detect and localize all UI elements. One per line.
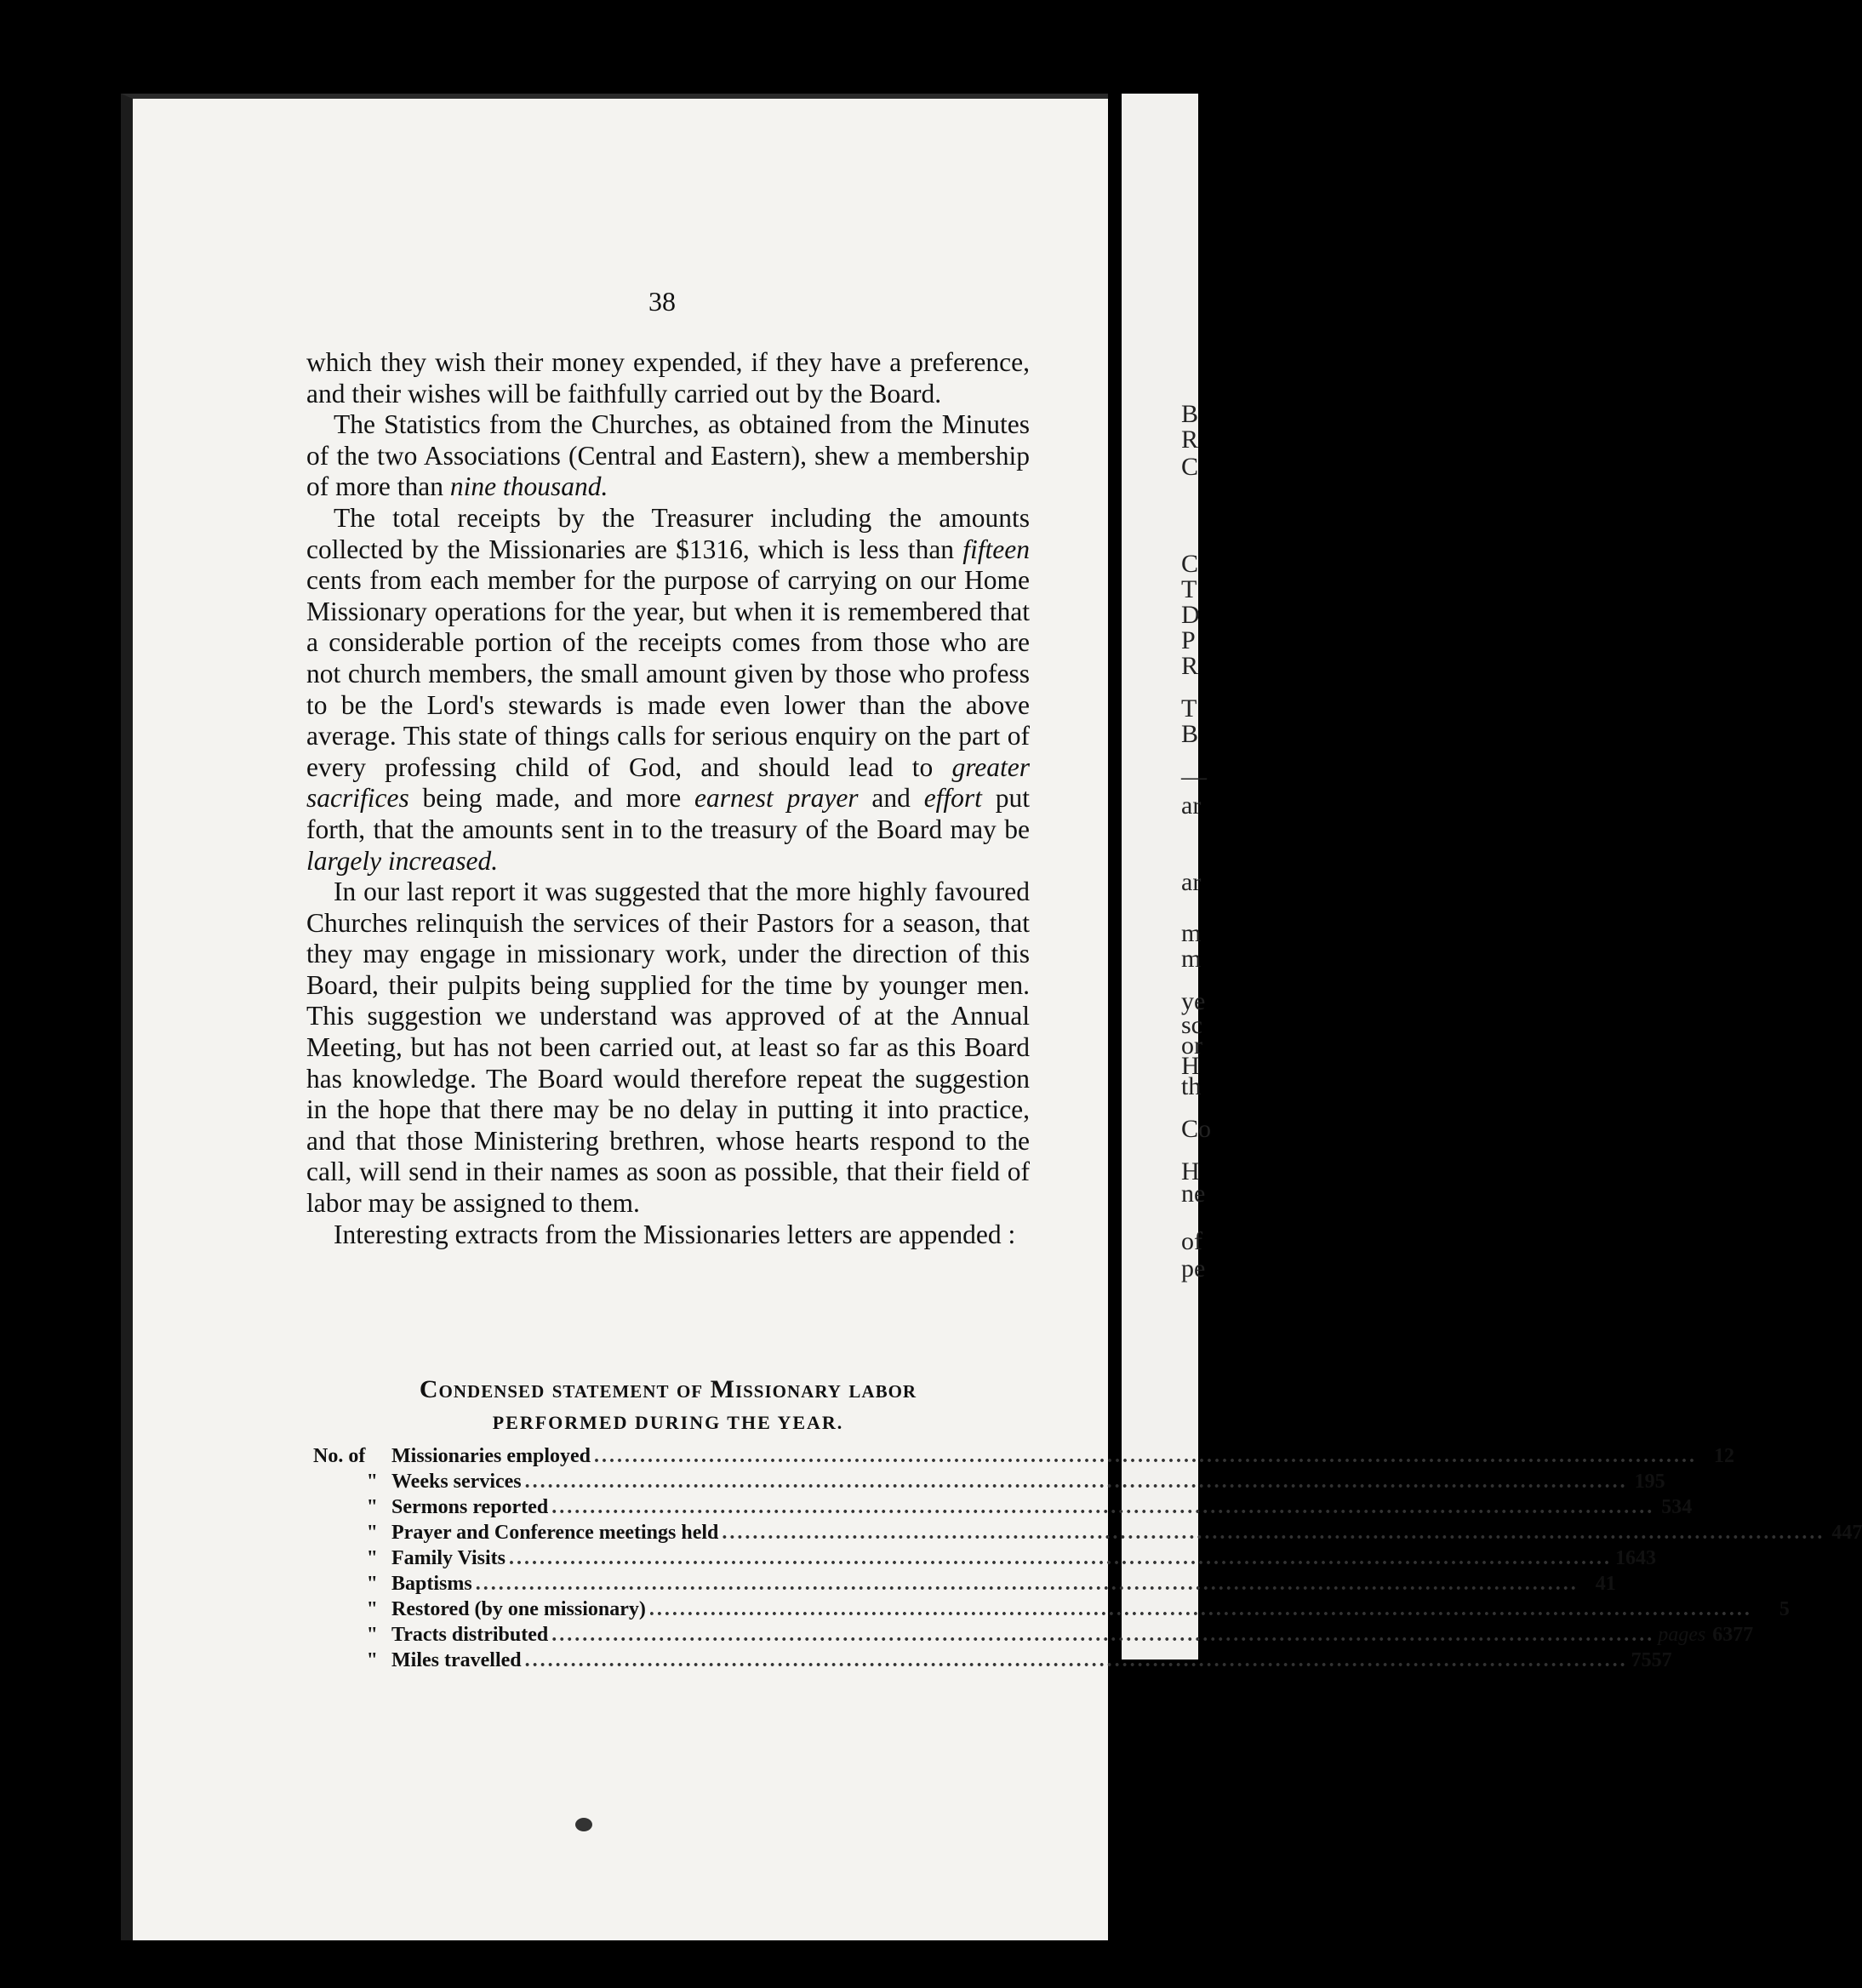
facing-page-fragment: B [1181,400,1199,428]
row-label: Sermons reported [391,1496,549,1518]
paragraph-text: The total receipts by the Treasurer including the amounts collected by the Missionaries are $1316, which is less than [306,502,1030,564]
row-prefix: " [366,1522,378,1544]
facing-page-fragment: of [1181,1227,1202,1255]
paragraph [306,503,1030,877]
emphasis-text: greater sacrifices [306,751,1030,814]
row-prefix: " [366,1598,378,1620]
row-value: 195 [1634,1471,1665,1493]
paragraph-text: which they wish their money expended, if they have a preference, and their wishes will be faithfully carried out by the Board. [306,347,1030,408]
row-label: Missionaries employed [391,1445,591,1467]
dot-leader [594,1443,1697,1469]
paragraph-text: Interesting extracts from the Missionaries letters are appended : [334,1219,1016,1249]
row-label: Baptisms [391,1573,472,1595]
facing-page-fragment: m [1181,919,1202,947]
facing-page-fragment: m [1181,945,1202,973]
paragraph [306,1220,1030,1251]
row-value: 41 [1595,1573,1616,1595]
facing-page-fragment: Co [1181,1115,1212,1143]
statement-row [313,1597,1790,1622]
emphasis-text: earnest prayer [694,783,859,814]
row-prefix: " [366,1573,378,1595]
dot-leader [525,1648,1628,1673]
facing-page-edge [1122,94,1212,1660]
paragraph [306,409,1030,503]
facing-page-fragment: ar [1181,791,1202,820]
statement-row [313,1443,1734,1469]
row-value: 447 [1831,1522,1862,1544]
dot-leader [649,1597,1752,1622]
row-label: Restored (by one missionary) [391,1598,646,1620]
statement-row [313,1469,1665,1494]
statement-subtitle: PERFORMED DURING THE YEAR. [492,1412,844,1433]
statement-row [313,1571,1616,1597]
paragraph-text: being made, and more [408,783,695,814]
row-prefix: " [366,1471,378,1493]
row-prefix: " [366,1496,378,1518]
paragraph-text: The Statistics from the Churches, as obtained from the Minutes of the two Associations (Central and Eastern), shew a membership of more than [306,409,1030,502]
dot-leader [476,1571,1579,1597]
facing-page-fragment: H [1181,1052,1200,1080]
facing-page-fragment: B [1181,720,1199,748]
statement-row [313,1622,1754,1648]
emphasis-text: fifteen [962,534,1030,564]
dot-leader [509,1545,1612,1571]
emphasis-text: effort [923,783,982,814]
row-value: 1643 [1615,1547,1657,1569]
facing-page-fragment: H [1181,1157,1200,1185]
facing-page-fragment: P [1181,626,1196,654]
statement-row [313,1545,1657,1571]
facing-page-fragment: T [1181,575,1197,603]
facing-page-fragment: T [1181,694,1197,723]
dot-leader [722,1520,1825,1545]
paragraph-text: In our last report it was suggested that the more highly favoured Churches relinquish the services of their Pastors for a season, that they may engage in missionary work, under the direction of this Board, their pulpits being supplied for the time by younger men. This suggestion we understand was approved of at the Annual Meeting, but has not been carried out, at least so far as this Board has knowledge. The Board would therefore repeat the suggestion in the hope that there may be no delay in putting it into practice, and that those Ministering brethren, whose hearts respond to the call, will send in their names as soon as possible, that their field of labor may be assigned to them. [306,877,1030,1219]
facing-page-fragment: C [1181,453,1199,481]
row-value: 7557 [1631,1649,1672,1671]
paragraph [306,347,1030,409]
row-label: Prayer and Conference meetings held [391,1522,719,1544]
row-prefix: " [366,1624,378,1646]
facing-page-fragment: th [1181,1072,1202,1100]
facing-page-fragment: R [1181,426,1199,454]
paragraph-text: put forth, that the amounts sent in to the treasury of the Board may be [306,783,1030,844]
facing-page-fragment: ar [1181,868,1202,896]
body-text [306,347,1030,1250]
dot-leader [525,1469,1628,1494]
row-label: Tracts distributed [391,1624,549,1646]
row-value: 6377 [1712,1624,1754,1646]
facing-page-fragment: or [1181,1031,1202,1060]
row-label: Family Visits [391,1547,506,1569]
paragraph-text: and [858,783,924,814]
row-unit: pages [1658,1624,1706,1646]
facing-page-fragment: C [1181,550,1199,578]
row-label: Weeks services [391,1471,522,1493]
statement-row [313,1648,1672,1673]
statement-row [313,1494,1693,1520]
emphasis-text: largely increased. [306,845,499,876]
dot-leader [551,1494,1654,1520]
paragraph-text: cents from each member for the purpose of carrying on our Home Missionary operations for the year, but when it is remembered that a considerable portion of the receipts comes from those who are not church members, the small amount given by those who profess to be the Lord's stewards is made even lower than the above average. This state of things calls for serious enquiry on the part of every professing child of God, and should lead to [306,565,1030,782]
dot-leader [551,1622,1654,1648]
facing-page-fragment: pe [1181,1254,1206,1282]
statement-row [313,1520,1862,1545]
statement-table [313,1443,1862,1673]
row-value: 5 [1779,1598,1790,1620]
row-value: 534 [1661,1496,1693,1518]
facing-page-fragment: R [1181,652,1199,680]
emphasis-text: nine thousand. [449,471,608,502]
facing-page-fragment: ye [1181,987,1206,1015]
facing-page-fragment: D [1181,601,1200,629]
paragraph [306,877,1030,1220]
page-number: 38 [648,286,676,317]
row-prefix: " [366,1649,378,1671]
facing-page-fragment: — [1181,763,1207,791]
row-prefix: " [366,1547,378,1569]
facing-page-fragment: ne [1181,1180,1206,1208]
row-label: Miles travelled [391,1649,522,1671]
row-value: 12 [1714,1445,1734,1467]
ink-blot-ornament [575,1818,592,1831]
statement-title: Condensed statement of Missionary labor [419,1375,917,1403]
row-prefix: No. of [313,1445,366,1467]
facing-page-fragment: sc [1181,1011,1202,1039]
